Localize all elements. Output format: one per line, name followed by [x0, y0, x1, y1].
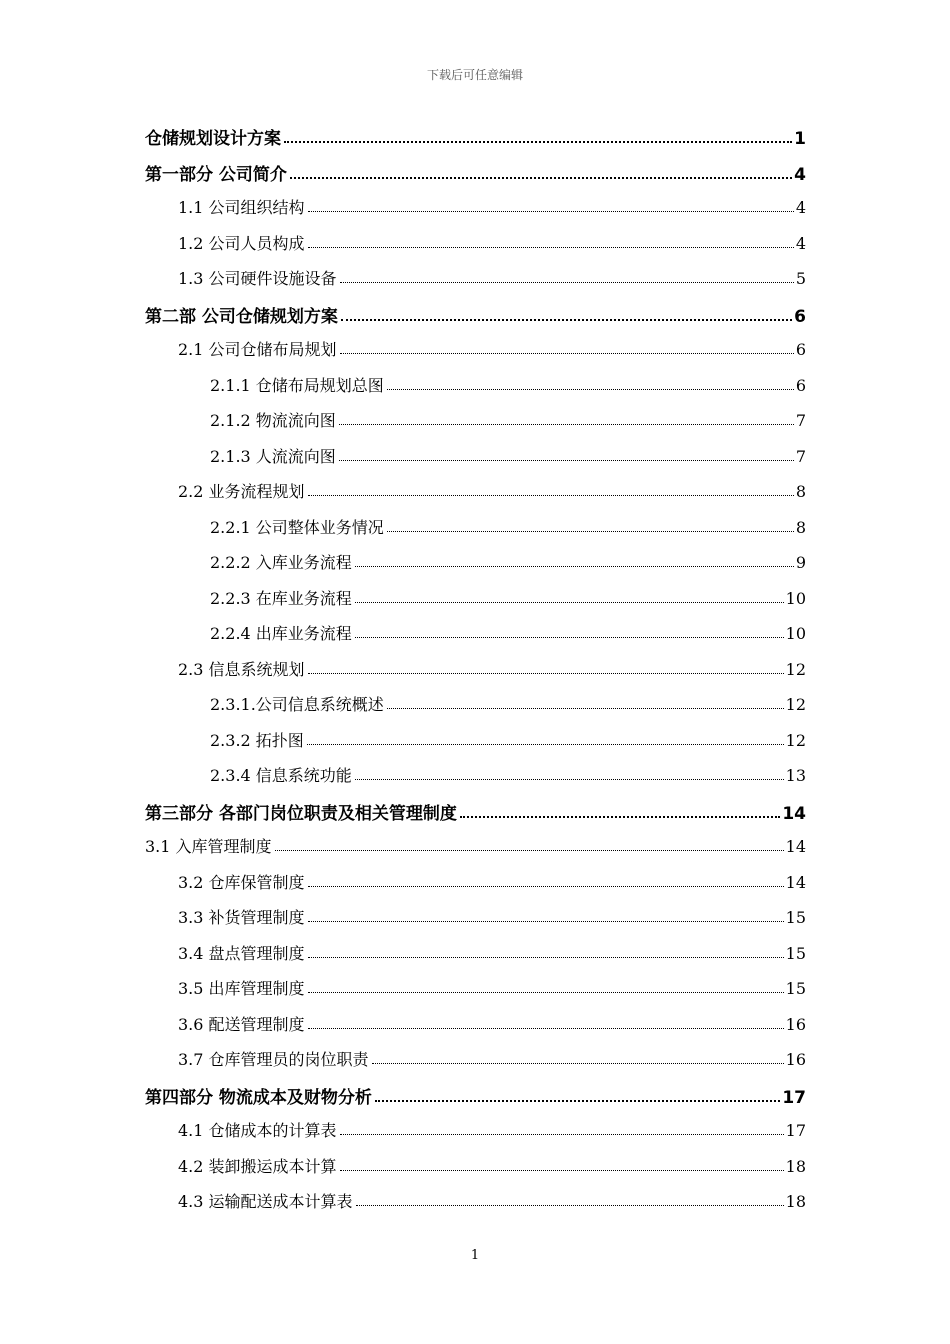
toc-entry[interactable]: [210, 373, 806, 396]
dot-leader: [355, 602, 784, 603]
toc-entry-title: 2.3.2 拓扑图: [210, 730, 304, 750]
toc-entry[interactable]: [178, 870, 806, 893]
toc-entry-title: 仓储规划设计方案: [145, 129, 281, 149]
toc-entry-page: 1: [794, 129, 806, 149]
toc-entry[interactable]: [178, 1154, 806, 1177]
dot-leader: [340, 353, 794, 354]
dot-leader: [308, 211, 794, 212]
toc-entry-title: 2.2.2 入库业务流程: [210, 553, 352, 572]
toc-entry-title: 2.2 业务流程规划: [178, 482, 305, 501]
toc-entry-title: 3.2 仓库保管制度: [178, 872, 305, 892]
dot-leader: [355, 779, 784, 780]
dot-leader: [339, 424, 794, 425]
toc-entry-title: 1.1 公司组织结构: [178, 198, 305, 217]
dot-leader: [307, 744, 784, 745]
toc-entry-page: 16: [785, 1050, 806, 1069]
toc-entry-title: 2.3.4 信息系统功能: [210, 766, 352, 785]
toc-entry[interactable]: [178, 1047, 806, 1070]
toc-entry-page: 5: [795, 269, 806, 288]
toc-entry-title: 3.3 补货管理制度: [178, 908, 305, 927]
toc-entry[interactable]: [178, 1189, 806, 1212]
toc-entry-page: 12: [785, 659, 806, 679]
dot-leader: [375, 1100, 780, 1102]
dot-leader: [341, 319, 792, 321]
toc-entry-page: 15: [785, 943, 806, 963]
toc-entry-title: 2.1.3 人流流向图: [210, 446, 336, 466]
dot-leader: [308, 1028, 784, 1029]
dot-leader: [275, 850, 784, 851]
dot-leader: [387, 708, 784, 709]
toc-entry[interactable]: [145, 1083, 806, 1108]
toc-entry-page: 14: [782, 803, 806, 824]
toc-entry[interactable]: [210, 728, 806, 751]
toc-entry-page: 4: [794, 164, 806, 185]
toc-entry[interactable]: [210, 444, 806, 467]
toc-entry-title: 2.1.2 物流流向图: [210, 411, 336, 430]
toc-entry-title: 第四部分 物流成本及财物分析: [145, 1087, 372, 1108]
toc-entry[interactable]: [178, 1012, 806, 1035]
dot-leader: [356, 1205, 784, 1206]
toc-entry-title: 4.2 装卸搬运成本计算: [178, 1156, 337, 1176]
toc-entry-page: 17: [785, 1121, 806, 1140]
toc-entry-page: 18: [785, 1192, 806, 1211]
dot-leader: [308, 247, 794, 248]
toc-entry[interactable]: [145, 834, 806, 857]
toc-entry-title: 3.7 仓库管理员的岗位职责: [178, 1050, 369, 1069]
toc-entry-page: 15: [785, 979, 806, 998]
dot-leader: [355, 637, 784, 638]
toc-entry[interactable]: [178, 657, 806, 680]
toc-entry-title: 4.1 仓储成本的计算表: [178, 1121, 337, 1140]
toc-entry-page: 14: [785, 837, 806, 856]
toc-entry-title: 1.3 公司硬件设施设备: [178, 269, 337, 288]
toc-entry-title: 1.2 公司人员构成: [178, 233, 305, 253]
toc-entry-page: 12: [785, 730, 806, 750]
toc-entry[interactable]: [178, 195, 806, 218]
toc-entry[interactable]: [178, 337, 806, 360]
dot-leader: [284, 141, 792, 143]
toc-entry-page: 6: [795, 340, 806, 359]
toc-entry-page: 6: [794, 306, 806, 327]
toc-entry-title: 2.1 公司仓储布局规划: [178, 340, 337, 359]
dot-leader: [340, 1134, 784, 1135]
toc-entry-page: 18: [785, 1156, 806, 1176]
toc-entry-page: 4: [795, 198, 806, 217]
toc-entry-page: 7: [795, 446, 806, 466]
toc-entry[interactable]: [178, 976, 806, 999]
toc-entry[interactable]: [210, 763, 806, 786]
dot-leader: [372, 1063, 784, 1064]
toc-entry[interactable]: [145, 124, 806, 149]
toc-entry-title: 第二部 公司仓储规划方案: [145, 306, 338, 327]
toc-entry-page: 7: [795, 411, 806, 430]
dot-leader: [308, 886, 784, 887]
toc-entry-page: 12: [785, 695, 806, 714]
dot-leader: [340, 282, 794, 283]
toc-entry[interactable]: [178, 266, 806, 289]
dot-leader: [308, 957, 784, 958]
toc-entry-page: 10: [785, 588, 806, 608]
toc-entry-title: 3.4 盘点管理制度: [178, 943, 305, 963]
dot-leader: [387, 389, 794, 390]
toc-entry-page: 10: [785, 624, 806, 643]
toc-entry-page: 14: [785, 872, 806, 892]
toc-entry-page: 17: [782, 1087, 806, 1108]
toc-entry[interactable]: [145, 799, 806, 824]
toc-entry-page: 13: [785, 766, 806, 785]
toc-entry-title: 3.1 入库管理制度: [145, 837, 272, 856]
toc-entry-page: 8: [795, 482, 806, 501]
toc-entry-page: 8: [795, 517, 806, 537]
toc-entry[interactable]: [210, 621, 806, 644]
toc-entry[interactable]: [210, 586, 806, 609]
toc-entry[interactable]: [178, 231, 806, 254]
toc-entry-title: 2.2.1 公司整体业务情况: [210, 517, 384, 537]
toc-entry-title: 2.1.1 仓储布局规划总图: [210, 375, 384, 395]
dot-leader: [308, 921, 784, 922]
toc-entry-title: 4.3 运输配送成本计算表: [178, 1192, 353, 1211]
page-header: 下载后可任意编辑: [426, 68, 523, 82]
toc-entry[interactable]: [145, 302, 806, 327]
dot-leader: [308, 992, 784, 993]
toc-entry-page: 4: [795, 233, 806, 253]
toc-entry[interactable]: [210, 408, 806, 431]
toc-entry-page: 6: [795, 375, 806, 395]
dot-leader: [355, 566, 794, 567]
toc-entry-title: 第三部分 各部门岗位职责及相关管理制度: [145, 803, 457, 824]
dot-leader: [290, 177, 792, 179]
dot-leader: [308, 673, 784, 674]
toc-entry-title: 2.3 信息系统规划: [178, 659, 305, 679]
toc-entry-page: 16: [785, 1014, 806, 1034]
toc-entry-title: 2.2.4 出库业务流程: [210, 624, 352, 643]
dot-leader: [387, 531, 794, 532]
toc-entry[interactable]: [210, 515, 806, 538]
toc-entry[interactable]: [210, 692, 806, 715]
dot-leader: [460, 816, 780, 818]
page-number: 1: [470, 1248, 480, 1263]
toc-entry-title: 3.6 配送管理制度: [178, 1014, 305, 1034]
toc-entry-title: 2.3.1.公司信息系统概述: [210, 695, 384, 714]
dot-leader: [340, 1170, 784, 1171]
dot-leader: [308, 495, 794, 496]
toc-entry-title: 第一部分 公司简介: [145, 164, 287, 185]
toc-entry[interactable]: [178, 1118, 806, 1141]
toc-entry-title: 3.5 出库管理制度: [178, 979, 305, 998]
toc-entry-page: 15: [785, 908, 806, 927]
toc-entry[interactable]: [178, 479, 806, 502]
dot-leader: [339, 460, 794, 461]
toc-entry[interactable]: [145, 160, 806, 185]
toc-entry-page: 9: [795, 553, 806, 572]
toc-entry[interactable]: [178, 905, 806, 928]
toc-entry-title: 2.2.3 在库业务流程: [210, 588, 352, 608]
toc-entry[interactable]: [178, 941, 806, 964]
toc-entry[interactable]: [210, 550, 806, 573]
